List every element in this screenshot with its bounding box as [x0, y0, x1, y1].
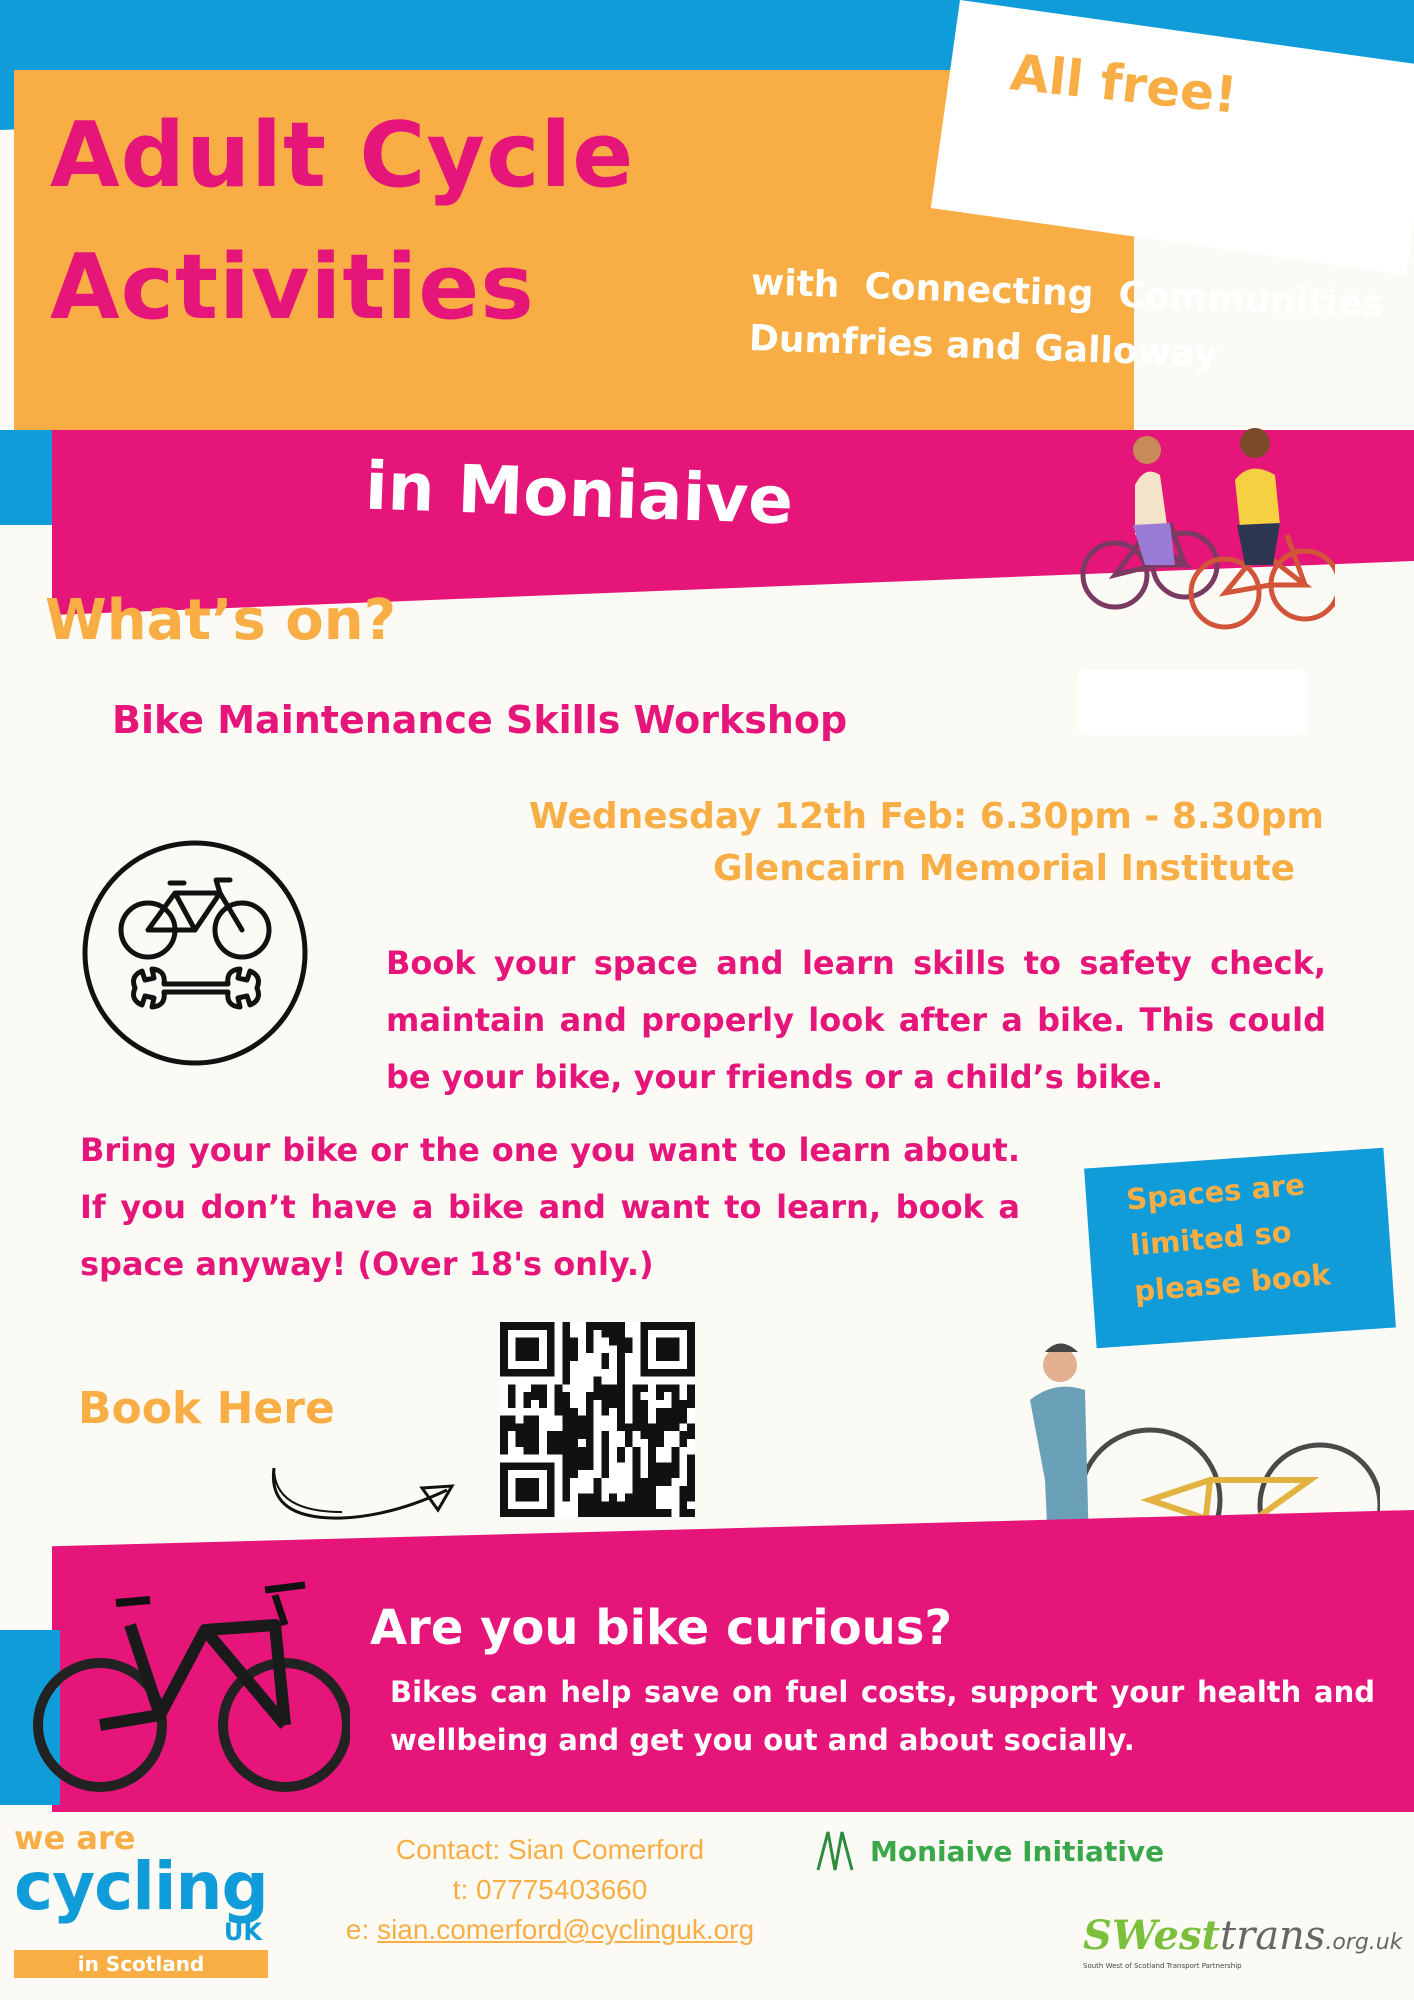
org-uk-label: .org.uk: [1325, 1930, 1403, 1955]
booking-qr-code[interactable]: [500, 1322, 695, 1517]
contact-email-link[interactable]: sian.comerford@cyclinguk.org: [377, 1914, 755, 1945]
contact-block: [290, 1830, 810, 1950]
bike-curious-heading: Are you bike curious?: [370, 1600, 953, 1656]
organiser-text: [748, 255, 1384, 389]
logo-uk: UK: [223, 1918, 262, 1946]
curved-arrow-icon: [262, 1460, 462, 1540]
spaces-line-3: please book: [1132, 1257, 1332, 1309]
swest-label: SWest: [1083, 1912, 1220, 1959]
swestrans-logo: [1083, 1912, 1403, 1970]
swestrans-tagline: South West of Scotland Transport Partnership: [1083, 1962, 1242, 1970]
logo-cycling: cycling: [14, 1848, 268, 1925]
book-here-label: Book Here: [78, 1383, 335, 1434]
bike-curious-text: Bikes can help save on fuel costs, support your health and wellbeing and get you out and about socially.: [390, 1675, 1375, 1757]
bike-maintenance-icon: [80, 838, 310, 1068]
whats-on-heading: What’s on?: [45, 588, 397, 653]
logo-in-scotland: in Scotland: [14, 1950, 268, 1978]
workshop-venue: Glencairn Memorial Institute: [712, 848, 1295, 889]
title-line-2: Activities: [50, 235, 535, 340]
logo-we-are: we are: [14, 1819, 136, 1857]
bring-bike-text: Bring your bike or the one you want to learn about. If you don’t have a bike and want to learn, book a space anyway! (Over 18's only.): [80, 1131, 1020, 1283]
spaces-line-1: Spaces are: [1124, 1167, 1307, 1217]
moniaive-initiative-label: Moniaive Initiative: [870, 1834, 1165, 1868]
contact-phone: t: 07775403660: [452, 1874, 648, 1905]
cyclists-illustration: [1075, 415, 1335, 640]
workshop-description: Book your space and learn skills to safety check, maintain and properly look after a bike. This could be your bike, your friends or a child’s bike.: [386, 944, 1326, 1096]
workshop-title: Bike Maintenance Skills Workshop: [112, 698, 848, 742]
location-heading: in Moniaive: [363, 447, 795, 540]
all-free-label: All free!: [1007, 43, 1240, 125]
contact-name: Contact: Sian Comerford: [395, 1834, 705, 1865]
workshop-datetime: Wednesday 12th Feb: 6.30pm - 8.30pm: [529, 796, 1324, 837]
ebike-image: [30, 1555, 350, 1805]
trans-label: trans: [1220, 1913, 1326, 1959]
contact-email-prefix: e:: [345, 1914, 378, 1945]
title-line-1: Adult Cycle: [50, 103, 635, 208]
cycling-uk-logo: [14, 1819, 270, 1978]
organiser-line-1: with Connecting Communities: [750, 261, 1385, 326]
moniaive-initiative-logo: [812, 1828, 1164, 1874]
spaces-line-2: limited so: [1128, 1214, 1293, 1263]
white-blank-shape: [1078, 670, 1308, 735]
contact-email-line: [290, 1910, 810, 1950]
spaces-limited-text: [1124, 1160, 1332, 1315]
moniaive-logo-icon: [812, 1828, 858, 1874]
blue-left-shape: [0, 430, 55, 525]
page-title: [50, 90, 634, 354]
organiser-line-2: Dumfries and Galloway: [748, 317, 1219, 376]
